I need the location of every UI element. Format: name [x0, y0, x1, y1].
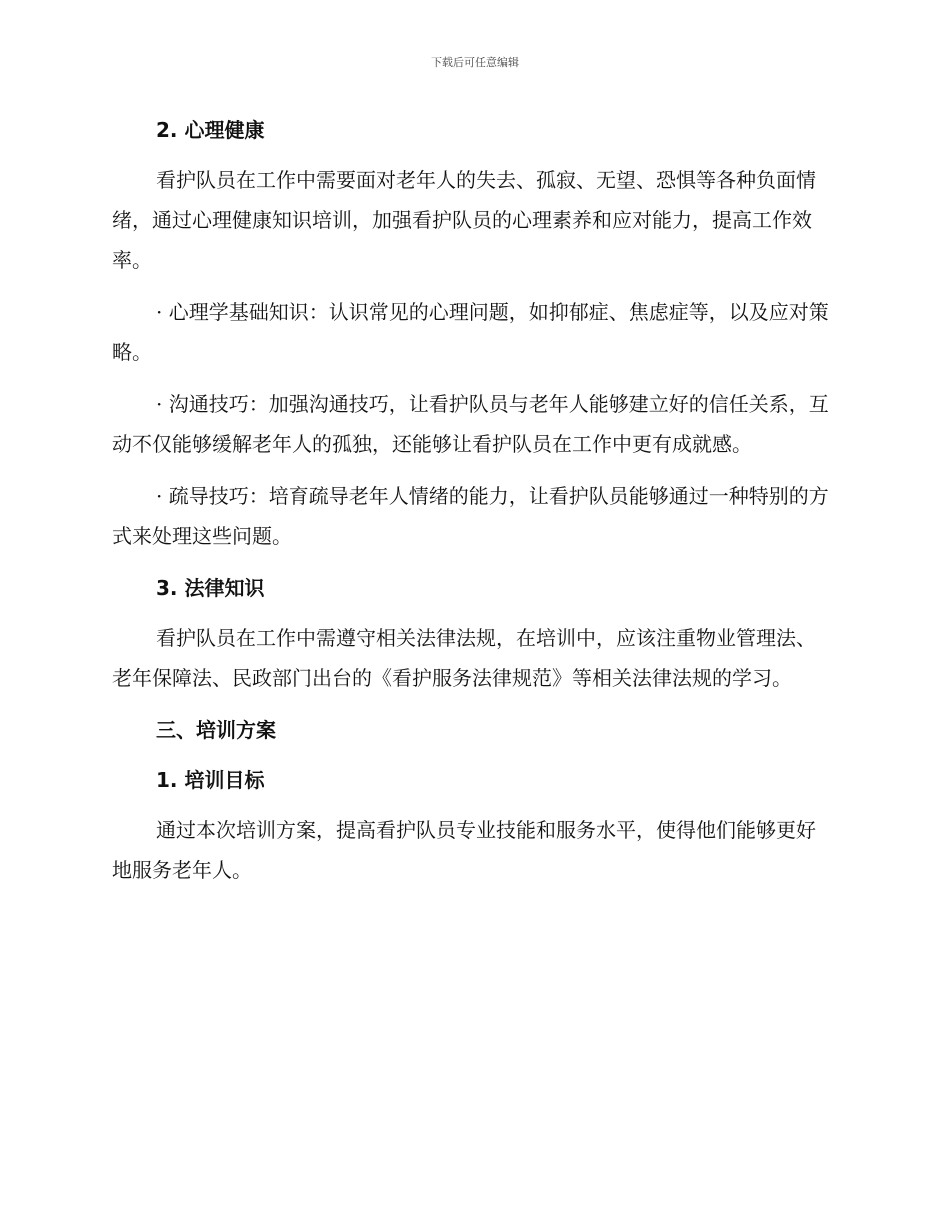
document-body [112, 110, 832, 902]
bullet-communication-skills: · 沟通技巧：加强沟通技巧，让看护队员与老年人能够建立好的信任关系，互动不仅能够缓解老年人的孤独，还能够让看护队员在工作中更有成就感。 [112, 392, 829, 456]
bullet-psychology-basics: · 心理学基础知识：认识常见的心理问题，如抑郁症、焦虑症等，以及应对策略。 [112, 300, 829, 364]
paragraph-training-goal: 通过本次培训方案，提高看护队员专业技能和服务水平，使得他们能够更好地服务老年人。 [112, 818, 816, 882]
page-header: 下载后可任意编辑 [431, 56, 519, 69]
section-heading-psychology: 2. 心理健康 [156, 118, 265, 142]
bullet-counseling-skills: · 疏导技巧：培育疏导老年人情绪的能力，让看护队员能够通过一种特别的方式来处理这些问题。 [112, 484, 829, 548]
paragraph-psychology-intro: 看护队员在工作中需要面对老年人的失去、孤寂、无望、恐惧等各种负面情绪，通过心理健康知识培训，加强看护队员的心理素养和应对能力，提高工作效率。 [112, 168, 816, 272]
section-heading-legal: 3. 法律知识 [156, 576, 265, 600]
section-heading-training-goal: 1. 培训目标 [156, 768, 265, 792]
section-heading-training-plan: 三、培训方案 [156, 718, 276, 742]
paragraph-legal: 看护队员在工作中需遵守相关法律法规，在培训中，应该注重物业管理法、老年保障法、民政部门出台的《看护服务法律规范》等相关法律法规的学习。 [112, 626, 816, 690]
